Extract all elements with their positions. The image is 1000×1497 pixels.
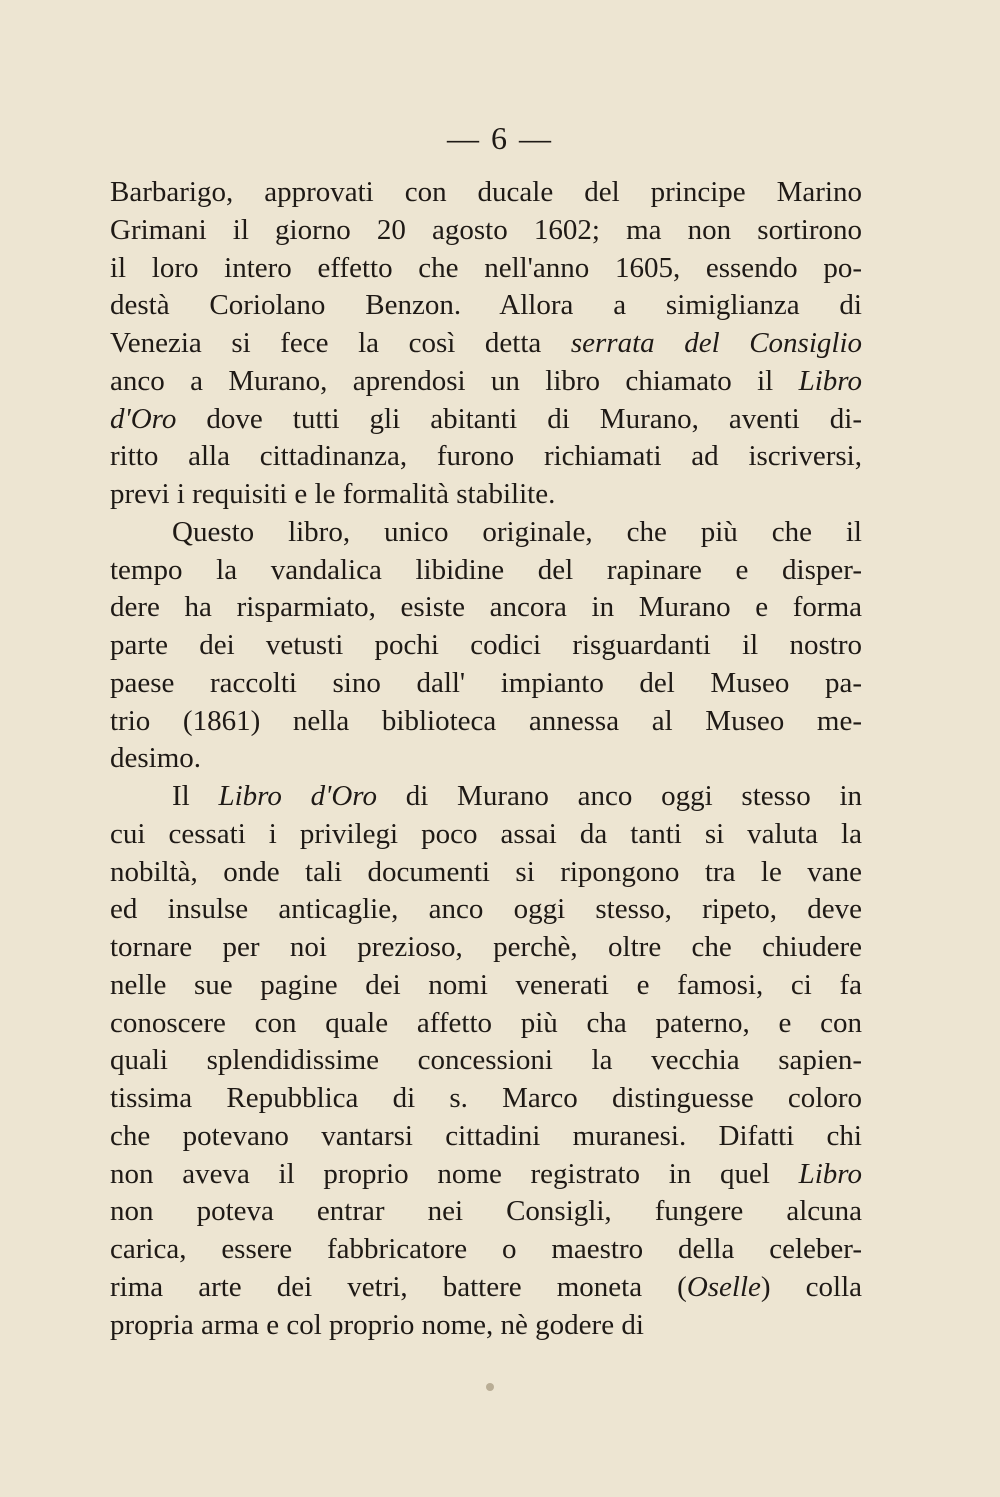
paragraph — [110, 174, 862, 514]
italic-run: d'Oro — [110, 402, 177, 435]
text-line — [110, 552, 862, 590]
text-run: che potevano vantarsi cittadini muranesi. Difatti chi — [110, 1119, 862, 1152]
text-line — [110, 665, 862, 703]
page-number: — 6 — — [447, 120, 553, 156]
text-run: tempo la vandalica libidine del rapinare e disper- — [110, 553, 862, 586]
paper-speck — [486, 1383, 494, 1391]
text-line — [110, 1156, 862, 1194]
text-line — [110, 1231, 862, 1269]
text-line — [110, 287, 862, 325]
text-run: carica, essere fabbricatore o maestro della celeber- — [110, 1233, 862, 1265]
text-line — [110, 891, 862, 929]
italic-run: Libro — [798, 364, 862, 397]
text-run: ed insulse anticaglie, anco oggi stesso, ripeto, deve — [110, 893, 862, 926]
text-run: ) colla — [760, 1270, 863, 1303]
text-run: dere ha risparmiato, esiste ancora in Murano e forma — [110, 591, 862, 624]
text-line — [110, 627, 862, 665]
paragraph — [110, 514, 862, 778]
text-run: tornare per noi prezioso, perchè, oltre che chiudere — [110, 931, 862, 963]
text-line — [110, 967, 862, 1005]
text-line — [110, 212, 862, 250]
text-run: ritto alla cittadinanza, furono richiamati ad iscriversi, — [110, 440, 862, 473]
text-line — [110, 438, 862, 476]
text-run: dove tutti gli abitanti di Murano, aventi di- — [176, 402, 862, 435]
text-line — [110, 1307, 862, 1345]
text-line — [110, 778, 862, 816]
text-line — [110, 929, 862, 967]
text-run: parte dei vetusti pochi codici risguardanti il nostro — [110, 629, 862, 661]
text-line — [110, 1118, 862, 1156]
text-run: propria arma e col proprio nome, nè godere di — [110, 1308, 644, 1341]
text-run: quali splendidissime concessioni la vecchia sapien- — [110, 1044, 862, 1077]
body-text — [110, 174, 862, 1344]
text-line — [110, 1042, 862, 1080]
text-run: Il — [172, 780, 219, 812]
italic-run: Oselle — [686, 1270, 761, 1303]
italic-run: Libro — [798, 1157, 862, 1190]
text-run: Venezia si fece la così detta — [110, 327, 571, 359]
text-line — [110, 325, 862, 363]
text-line — [110, 816, 862, 854]
text-run: trio (1861) nella biblioteca annessa al Museo me- — [110, 704, 862, 737]
text-run: anco a Murano, aprendosi un libro chiamato il — [110, 364, 799, 397]
text-run: Barbarigo, approvati con ducale del principe Marino — [110, 176, 862, 208]
text-line — [110, 250, 862, 288]
text-run: Questo libro, unico originale, che più che il — [172, 515, 862, 548]
text-line — [110, 363, 862, 401]
text-line — [110, 854, 862, 892]
text-run: tissima Repubblica di s. Marco distinguesse coloro — [110, 1082, 862, 1114]
paragraph — [110, 778, 862, 1344]
text-line — [110, 476, 862, 514]
text-line — [110, 514, 862, 552]
text-line — [110, 589, 862, 627]
text-run: rima arte dei vetri, battere moneta ( — [110, 1270, 687, 1303]
text-run: desimo. — [110, 742, 202, 775]
text-run: Grimani il giorno 20 agosto 1602; ma non sortirono — [110, 213, 862, 246]
text-line — [110, 1269, 862, 1307]
italic-run: serrata del Consiglio — [570, 327, 863, 359]
text-run: previ i requisiti e le formalità stabilite. — [110, 478, 556, 510]
italic-run: Libro d'Oro — [218, 780, 377, 812]
text-line — [110, 1193, 862, 1231]
text-run: nobiltà, onde tali documenti si ripongono tra le vane — [110, 855, 862, 888]
text-line — [110, 1080, 862, 1118]
text-run: conoscere con quale affetto più cha paterno, e con — [110, 1006, 862, 1039]
text-line — [110, 174, 862, 212]
text-line — [110, 1005, 862, 1043]
text-line — [110, 703, 862, 741]
text-run: il loro intero effetto che nell'anno 1605, essendo po- — [110, 251, 862, 284]
text-run: nelle sue pagine dei nomi venerati e famosi, ci fa — [110, 968, 862, 1001]
text-run: paese raccolti sino dall' impianto del Museo pa- — [110, 666, 862, 699]
text-run: non poteva entrar nei Consigli, fungere alcuna — [110, 1195, 862, 1228]
text-line — [110, 401, 862, 439]
text-line — [110, 740, 862, 778]
text-run: destà Coriolano Benzon. Allora a simiglianza di — [110, 289, 862, 322]
text-run: di Murano anco oggi stesso in — [376, 780, 863, 812]
text-run: cui cessati i privilegi poco assai da tanti si valuta la — [110, 817, 862, 850]
text-run: non aveva il proprio nome registrato in quel — [110, 1157, 799, 1190]
